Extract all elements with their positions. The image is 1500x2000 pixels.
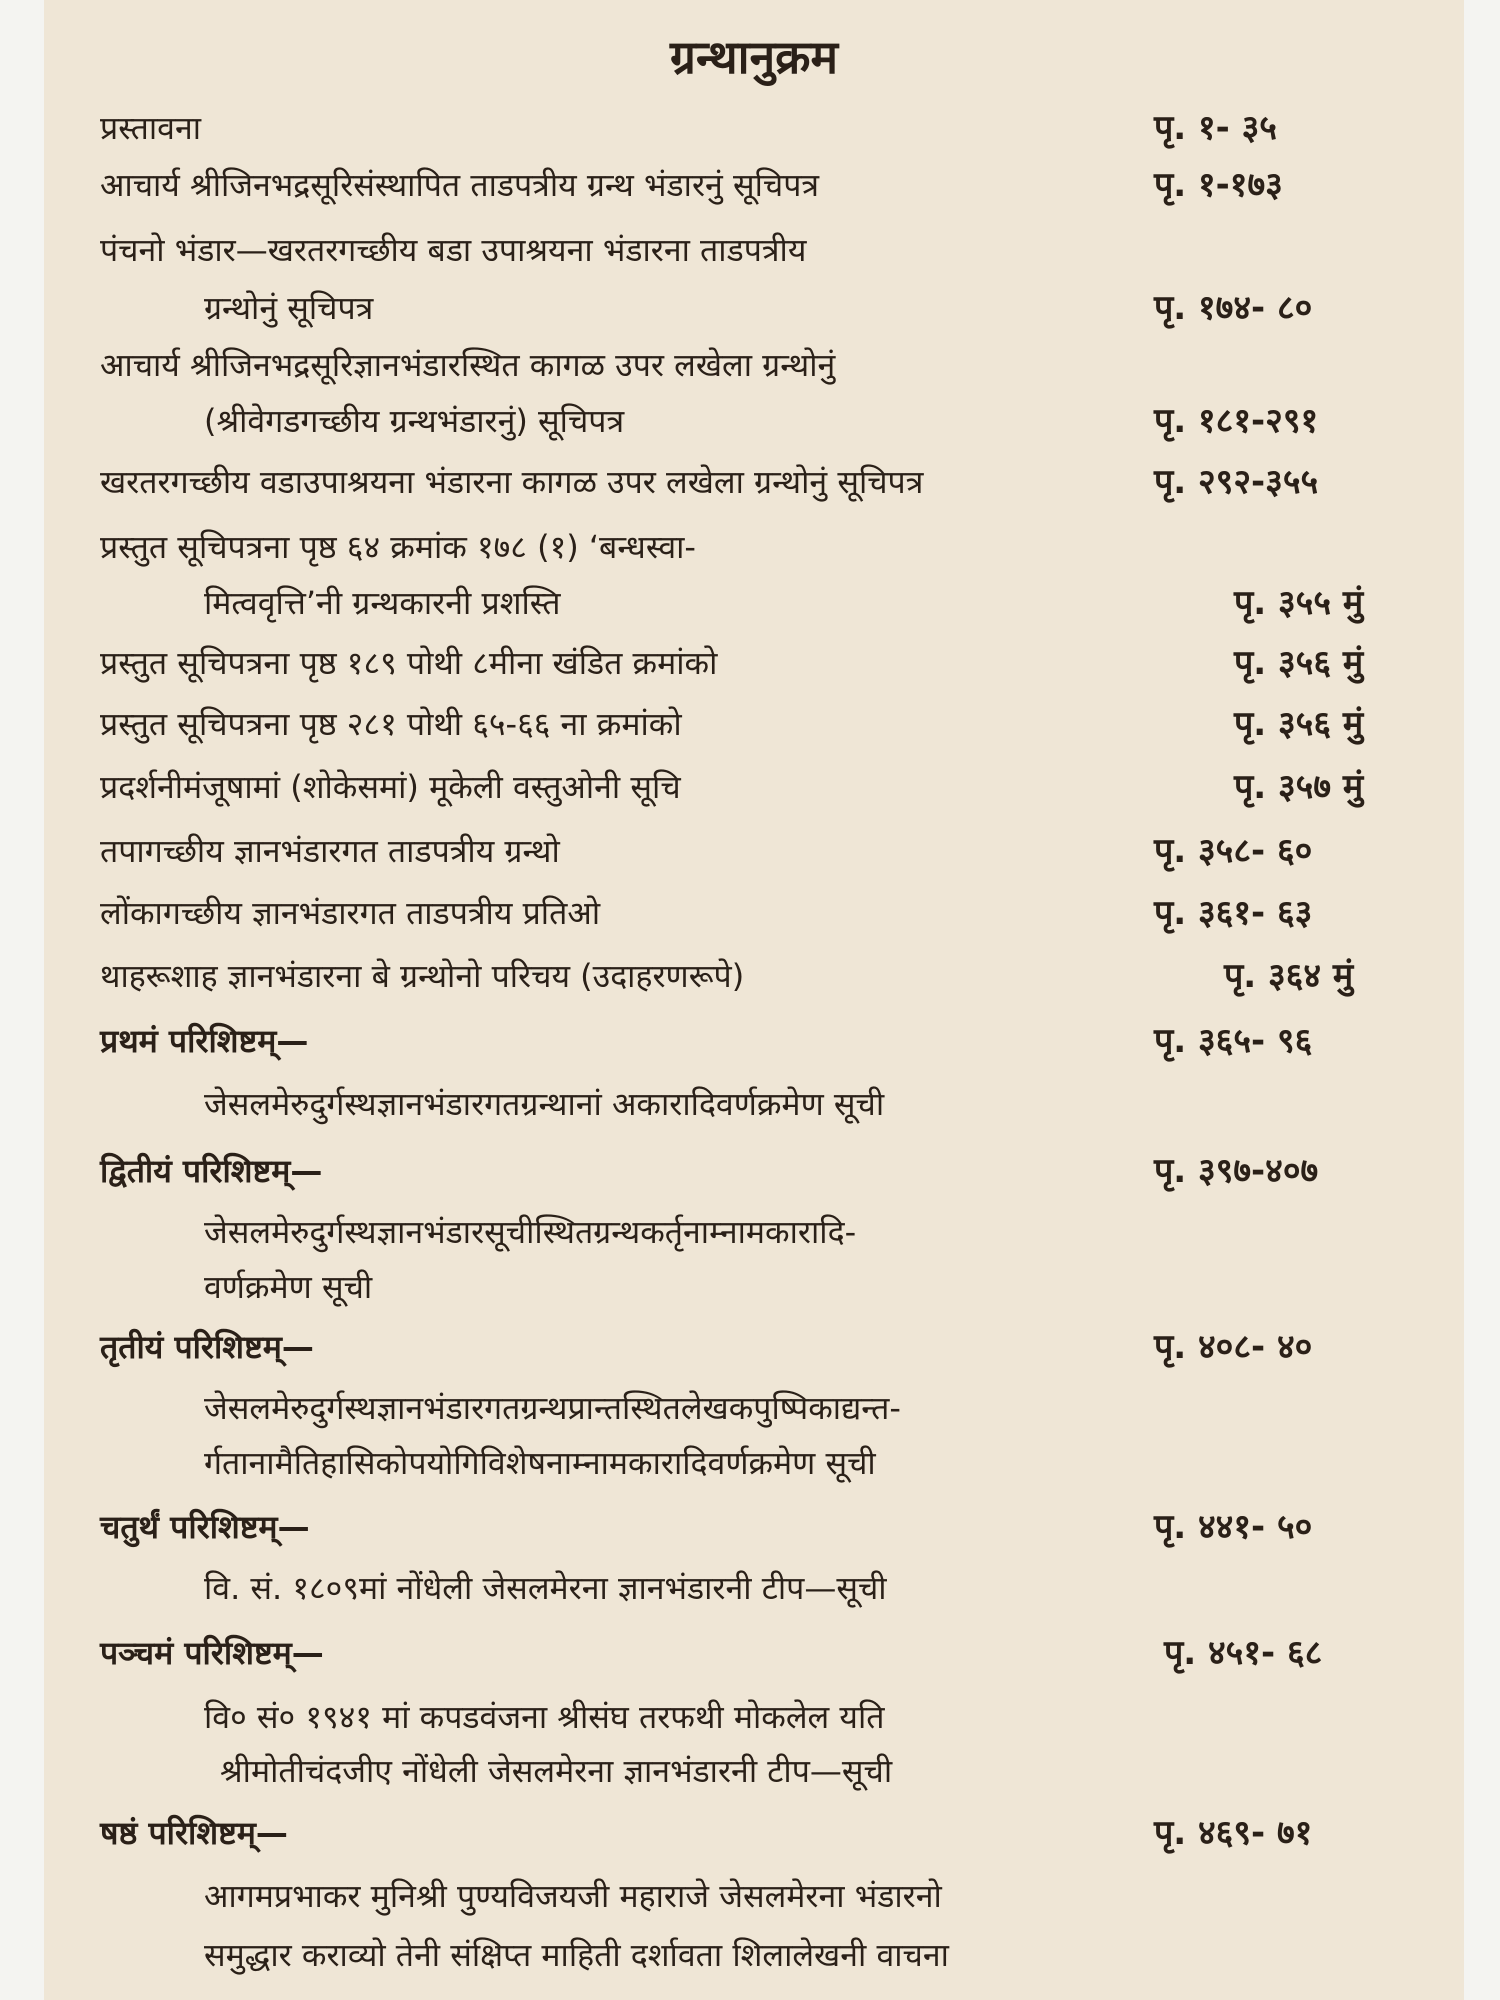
- page-numbers: ३६१- ६३: [1198, 893, 1313, 933]
- contents-line: [44, 1558, 1464, 1618]
- page-prefix: पृ.: [1154, 165, 1187, 205]
- entry-title: प्रदर्शनीमंजूषामां (शोकेसमां) मूकेली वस्तुओनी सूचि: [100, 768, 681, 806]
- page-prefix: पृ.: [1234, 643, 1267, 683]
- entry-subtitle: (श्रीवेगडगच्छीय ग्रन्थभंडारनुं) सूचिपत्र: [204, 402, 625, 440]
- entry-subtitle: वर्णक्रमेण सूची: [204, 1268, 373, 1306]
- page-numbers: १७४- ८०: [1198, 288, 1313, 328]
- contents-line: [44, 98, 1464, 158]
- contents-line: [44, 1202, 1464, 1262]
- page-range: [1234, 757, 1363, 817]
- contents-line: [44, 278, 1464, 338]
- page-range: [1154, 452, 1318, 512]
- entry-title: षष्ठं परिशिष्टम्—: [100, 1814, 288, 1852]
- contents-line: [44, 946, 1464, 1006]
- entry-subtitle: र्गतानामैतिहासिकोपयोगिविशेषनाम्नामकारादिवर्णक्रमेण सूची: [204, 1444, 876, 1482]
- contents-line: [44, 1141, 1464, 1201]
- contents-line: [44, 821, 1464, 881]
- entry-title: थाहरूशाह ज्ञानभंडारना बे ग्रन्थोनो परिचय (उदाहरणरूपे): [100, 957, 745, 995]
- entry-subtitle: वि. सं. १८०९मां नोंधेली जेसलमेरना ज्ञानभंडारनी टीप—सूची: [204, 1569, 887, 1607]
- entry-title: प्रस्तुत सूचिपत्रना पृष्ठ ६४ क्रमांक १७८ (१) ‘बन्धस्वा-: [100, 528, 696, 566]
- book-page: [44, 0, 1464, 2000]
- contents-line: [44, 1623, 1464, 1683]
- page-numbers: ४५१- ६८: [1208, 1633, 1323, 1673]
- entry-subtitle: ग्रन्थोनुं सूचिपत्र: [204, 289, 374, 327]
- page-range: [1154, 883, 1312, 943]
- page-prefix: पृ.: [1234, 704, 1267, 744]
- page-numbers: ३६४ मुं: [1268, 956, 1354, 996]
- contents-line: [44, 1011, 1464, 1071]
- page-prefix: पृ.: [1154, 401, 1187, 441]
- page-numbers: ३५७ मुं: [1278, 767, 1364, 807]
- page-numbers: ३५६ मुं: [1278, 643, 1364, 683]
- page-numbers: १८१-२९१: [1198, 401, 1319, 441]
- page-prefix: पृ.: [1154, 1327, 1187, 1367]
- page-range: [1224, 946, 1353, 1006]
- entry-title: तृतीयं परिशिष्टम्—: [100, 1328, 314, 1366]
- page-range: [1154, 1497, 1312, 1557]
- entry-title: प्रस्तावना: [100, 109, 202, 147]
- contents-line: [44, 335, 1464, 395]
- contents-line: [44, 1257, 1464, 1317]
- page-prefix: पृ.: [1154, 462, 1187, 502]
- page-range: [1154, 821, 1312, 881]
- page-range: [1154, 1317, 1312, 1377]
- page-numbers: २९२-३५५: [1198, 462, 1319, 502]
- contents-line: [44, 1741, 1464, 1801]
- page-numbers: १- ३५: [1198, 108, 1277, 148]
- page-prefix: पृ.: [1154, 1507, 1187, 1547]
- entry-subtitle: जेसलमेरुदुर्गस्थज्ञानभंडारसूचीस्थितग्रन्थकर्तृनाम्नामकारादि-: [204, 1213, 857, 1251]
- entry-title: प्रस्तुत सूचिपत्रना पृष्ठ २८१ पोथी ६५-६६ ना क्रमांको: [100, 705, 682, 743]
- page-numbers: ३५८- ६०: [1198, 831, 1313, 871]
- page-range: [1154, 391, 1318, 451]
- entry-title: तपागच्छीय ज्ञानभंडारगत ताडपत्रीय ग्रन्थो: [100, 832, 560, 870]
- contents-line: [44, 391, 1464, 451]
- entry-title: प्रस्तुत सूचिपत्रना पृष्ठ १८९ पोथी ८मीना खंडित क्रमांको: [100, 644, 718, 682]
- page-prefix: पृ.: [1224, 956, 1257, 996]
- contents-line: [44, 1687, 1464, 1747]
- page-numbers: ३५६ मुं: [1278, 704, 1364, 744]
- page-range: [1154, 98, 1277, 158]
- contents-line: [44, 1433, 1464, 1493]
- entry-title: प्रथमं परिशिष्टम्—: [100, 1022, 309, 1060]
- contents-line: [44, 757, 1464, 817]
- contents-line: [44, 694, 1464, 754]
- contents-line: [44, 1378, 1464, 1438]
- entry-title: लोंकागच्छीय ज्ञानभंडारगत ताडपत्रीय प्रतिओ: [100, 894, 601, 932]
- page-range: [1154, 1803, 1312, 1863]
- page-numbers: ४४१- ५०: [1198, 1507, 1313, 1547]
- page-range: [1234, 694, 1363, 754]
- page-range: [1234, 633, 1363, 693]
- page-prefix: पृ.: [1234, 583, 1267, 623]
- contents-line: [44, 155, 1464, 215]
- page-prefix: पृ.: [1164, 1633, 1197, 1673]
- contents-line: [44, 573, 1464, 633]
- contents-line: [44, 1925, 1464, 1985]
- page-numbers: ३६५- ९६: [1198, 1021, 1313, 1061]
- contents-line: [44, 1803, 1464, 1863]
- page-title: ग्रन्थानुक्रम: [670, 30, 838, 84]
- entry-title: चतुर्थं परिशिष्टम्—: [100, 1508, 310, 1546]
- page-prefix: पृ.: [1154, 1151, 1187, 1191]
- page-range: [1154, 1141, 1318, 1201]
- entry-title: पञ्चमं परिशिष्टम्—: [100, 1634, 324, 1672]
- page-prefix: पृ.: [1154, 1021, 1187, 1061]
- contents-line: [44, 883, 1464, 943]
- entry-subtitle: वि० सं० १९४१ मां कपडवंजना श्रीसंघ तरफथी मोकलेल यति: [204, 1698, 885, 1736]
- contents-line: [44, 1497, 1464, 1557]
- page-numbers: ३५५ मुं: [1278, 583, 1364, 623]
- page-range: [1154, 278, 1312, 338]
- entry-title: पंचनो भंडार—खरतरगच्छीय बडा उपाश्रयना भंडारना ताडपत्रीय: [100, 231, 807, 269]
- contents-line: [44, 452, 1464, 512]
- page-numbers: १-१७३: [1198, 165, 1283, 205]
- page-range: [1164, 1623, 1322, 1683]
- page-prefix: पृ.: [1154, 108, 1187, 148]
- page-prefix: पृ.: [1154, 288, 1187, 328]
- page-range: [1154, 155, 1283, 215]
- entry-subtitle: श्रीमोतीचंदजीए नोंधेली जेसलमेरना ज्ञानभंडारनी टीप—सूची: [220, 1752, 893, 1790]
- page-numbers: ३९७-४०७: [1198, 1151, 1319, 1191]
- contents-line: [44, 1317, 1464, 1377]
- page-range: [1154, 1011, 1312, 1071]
- contents-line: [44, 633, 1464, 693]
- entry-title: आचार्य श्रीजिनभद्रसूरिज्ञानभंडारस्थित कागळ उपर लखेला ग्रन्थोनुं: [100, 346, 836, 384]
- page-prefix: पृ.: [1154, 893, 1187, 933]
- entry-subtitle: जेसलमेरुदुर्गस्थज्ञानभंडारगतग्रन्थप्रान्तस्थितलेखकपुष्पिकाद्यन्त-: [204, 1389, 901, 1427]
- page-prefix: पृ.: [1154, 1813, 1187, 1853]
- entry-subtitle: आगमप्रभाकर मुनिश्री पुण्यविजयजी महाराजे जेसलमेरना भंडारनो: [204, 1877, 942, 1915]
- page-prefix: पृ.: [1234, 767, 1267, 807]
- entry-title: खरतरगच्छीय वडाउपाश्रयना भंडारना कागळ उपर लखेला ग्रन्थोनुं सूचिपत्र: [100, 463, 924, 501]
- entry-title: आचार्य श्रीजिनभद्रसूरिसंस्थापित ताडपत्रीय ग्रन्थ भंडारनुं सूचिपत्र: [100, 166, 820, 204]
- page-numbers: ४६९- ७१: [1198, 1813, 1313, 1853]
- page-range: [1234, 573, 1363, 633]
- contents-line: [44, 1074, 1464, 1134]
- entry-subtitle: समुद्धार कराव्यो तेनी संक्षिप्त माहिती दर्शावता शिलालेखनी वाचना: [204, 1936, 949, 1974]
- page-numbers: ४०८- ४०: [1198, 1327, 1313, 1367]
- contents-line: [44, 1866, 1464, 1926]
- contents-line: [44, 220, 1464, 280]
- entry-subtitle: मित्ववृत्ति’नी ग्रन्थकारनी प्रशस्ति: [204, 584, 561, 622]
- contents-line: [44, 517, 1464, 577]
- entry-title: द्वितीयं परिशिष्टम्—: [100, 1152, 323, 1190]
- entry-subtitle: जेसलमेरुदुर्गस्थज्ञानभंडारगतग्रन्थानां अकारादिवर्णक्रमेण सूची: [204, 1085, 885, 1123]
- page-prefix: पृ.: [1154, 831, 1187, 871]
